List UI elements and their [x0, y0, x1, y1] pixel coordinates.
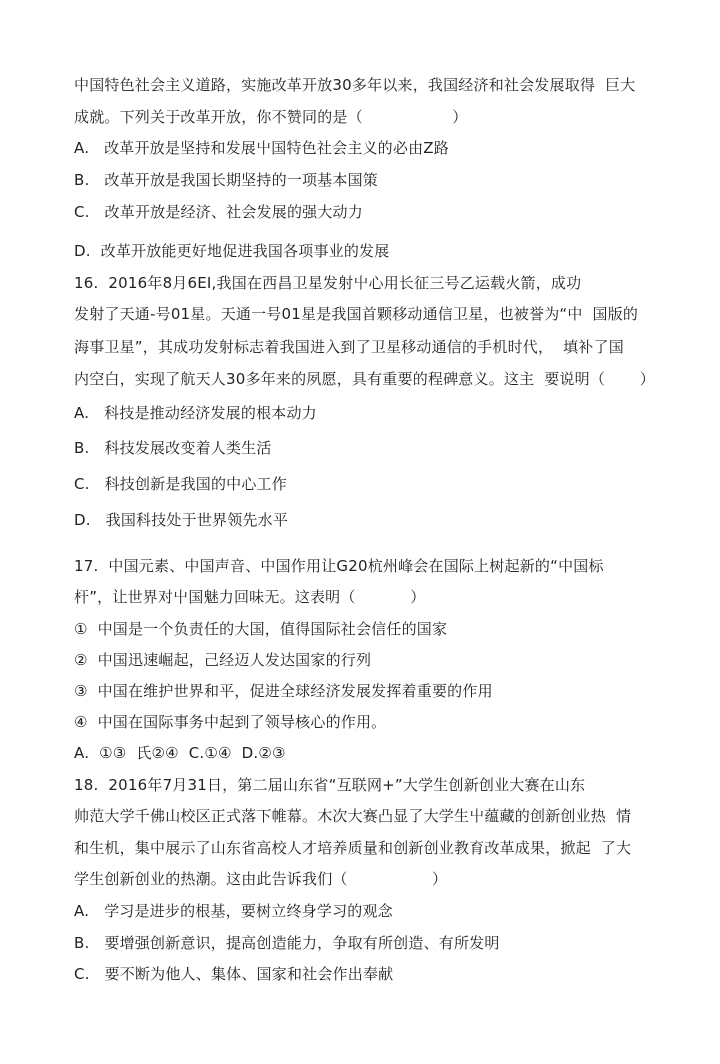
text-line: 海事卫星”，其成功发射标志着我国进入到了卫星移动通信的手机时代， 填补了国 — [74, 338, 624, 356]
option-line: A. ①③ 氏②④ C.①④ D.②③ — [74, 744, 286, 762]
option-line: D. 我国科技处于世界领先水平 — [74, 511, 289, 529]
text-line: 帅范大学千佛山校区正式落下帷幕。木次大赛凸显了大学生屮蕴藏的创新创业热 情 — [74, 807, 632, 825]
question-line: 17. 中国元素、中国声音、中国作用让G20杭州峰会在国际上树起新的“中国标 — [74, 557, 604, 575]
option-line: A. 学习是进步的根基，要树立终身学习的观念 — [74, 902, 393, 920]
statement-line: ③ 中国在维护世界和平，促进全球经济发展发挥着重要的作用 — [74, 682, 493, 700]
question-line: 16. 2016年8月6EI,我国在西昌卫星发射屮心用长征三号乙运载火箭，成功 — [74, 274, 582, 292]
option-line: B. 科技发展改变着人类生活 — [74, 439, 272, 457]
text-line: 和生机，集中展示了山东省高校人才培养质量和创新创业教育改革成果，掀起 了大 — [74, 839, 632, 857]
option-line: B. 要增强创新意识，提高创造能力，争取有所创造、有所发明 — [74, 934, 500, 952]
statement-line: ② 中国迅速崛起，己经迈人发达国家的行列 — [74, 651, 372, 669]
question-line: 18. 2016年7月31日，第二届山东省“互联网+”大学生创新创业大赛在山东 — [74, 776, 586, 794]
option-line: A. 改革开放是坚持和发展屮国特色社会主义的必由Z路 — [74, 139, 449, 157]
option-line: B. 改革开放是我国长期坚持的一项基本国策 — [74, 171, 378, 189]
text-line: 学生创新创业的热潮。这由此告诉我们（ ） — [74, 870, 448, 888]
statement-line: ④ 中国在国际事务中起到了领导核心的作用。 — [74, 713, 387, 731]
text-line: 成就。下列关于改革开放，你不赞同的是（ ） — [74, 108, 468, 126]
option-line: D. 改革开放能更好地促进我国各项事业的发展 — [74, 242, 390, 260]
option-line: A. 科技是推动经济发展的根本动力 — [74, 404, 317, 422]
statement-line: ① 中国是一个负责任的大国，值得国际社会信任的国家 — [74, 620, 448, 638]
text-line: 内空白，实现了航天人30多年来的夙愿，具有重要的程碑意义。这主 要说明（ ） — [74, 370, 656, 388]
option-line: C. 科技创新是我国的中心工作 — [74, 475, 287, 493]
option-line: C. 改革开放是经济、社会发展的强大动力 — [74, 203, 363, 221]
option-line: C. 要不断为他人、集体、国家和社会作出奉献 — [74, 965, 394, 983]
text-line: 中国特色社会主义道路，实施改革开放30多年以来，我国经济和社会发展取得 巨大 — [74, 76, 636, 94]
text-line: 杆”，让世界对屮国魅力回味无。这表明（ ） — [74, 588, 426, 606]
text-line: 发射了天通-号01星。天通一号01星是我国首颗移动通信卫星，也被誉为“中 国版的 — [74, 305, 639, 323]
